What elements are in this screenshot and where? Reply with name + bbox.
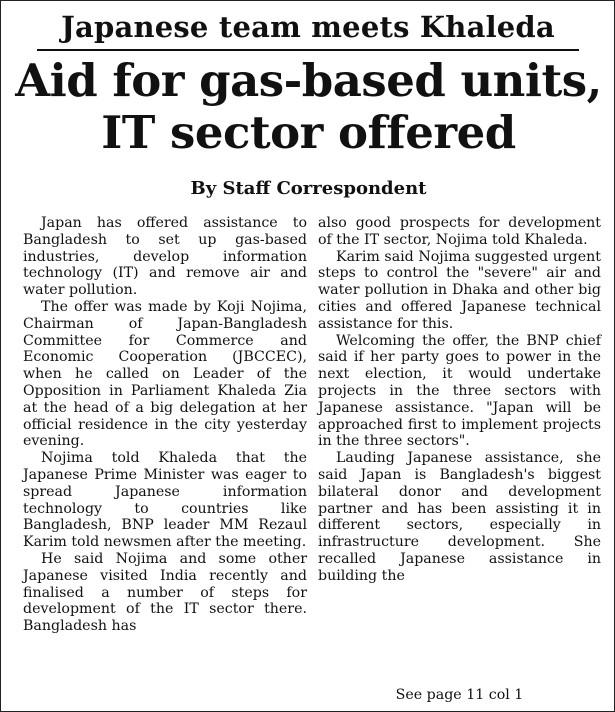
headline-line-2: IT sector offered (101, 106, 516, 159)
article-column-left (23, 215, 307, 635)
paragraph: He said Nojima and some other Japanese visited India recently and finalised a number of steps for development of the IT sector there. Bangladesh has (23, 550, 307, 635)
headline-line-1: Aid for gas-based units, (15, 54, 602, 107)
continuation-note: See page 11 col 1 (395, 687, 524, 703)
main-headline (7, 55, 610, 159)
paragraph: Karim said Nojima suggested urgent steps to control the "severe" air and water pollution in Dhaka and other big cities and offered Japanese technical assistance for this. (318, 248, 601, 332)
paragraph: Lauding Japanese assistance, she said Japan is Bangladesh's biggest bilateral donor and development partner and has been assisting it in different sectors, especially in infrastructure development. She recalled Japanese assistance in building the (318, 450, 601, 584)
paragraph: Japan has offered assistance to Bangladesh to set up gas-based industries, develop information technology (IT) and remove air and water pollution. (23, 215, 307, 299)
paragraph: The offer was made by Koji Nojima, Chairman of Japan-Bangladesh Committee for Commerce and Economic Cooperation (JBCCEC), when he called on Leader of the Opposition in Parliament Khaleda Zia at the head of a big delegation at her official residence in the city yesterday evening. (23, 298, 307, 450)
paragraph: Welcoming the offer, the BNP chief said if her party goes to power in the next election, it would undertake projects in the three sectors with Japanese assistance. "Japan will be approached first to implement projects in the three sectors". (318, 332, 601, 450)
kicker-headline: Japanese team meets Khaleda (61, 10, 555, 44)
article-column-right (318, 215, 601, 585)
paragraph: Nojima told Khaleda that the Japanese Prime Minister was eager to spread Japanese information technology to countries like Bangladesh, BNP leader MM Rezaul Karim told newsmen after the meeting. (23, 450, 307, 551)
kicker-underline (37, 49, 579, 51)
byline: By Staff Correspondent (190, 178, 427, 199)
paragraph: also good prospects for development of the IT sector, Nojima told Khaleda. (318, 215, 601, 248)
